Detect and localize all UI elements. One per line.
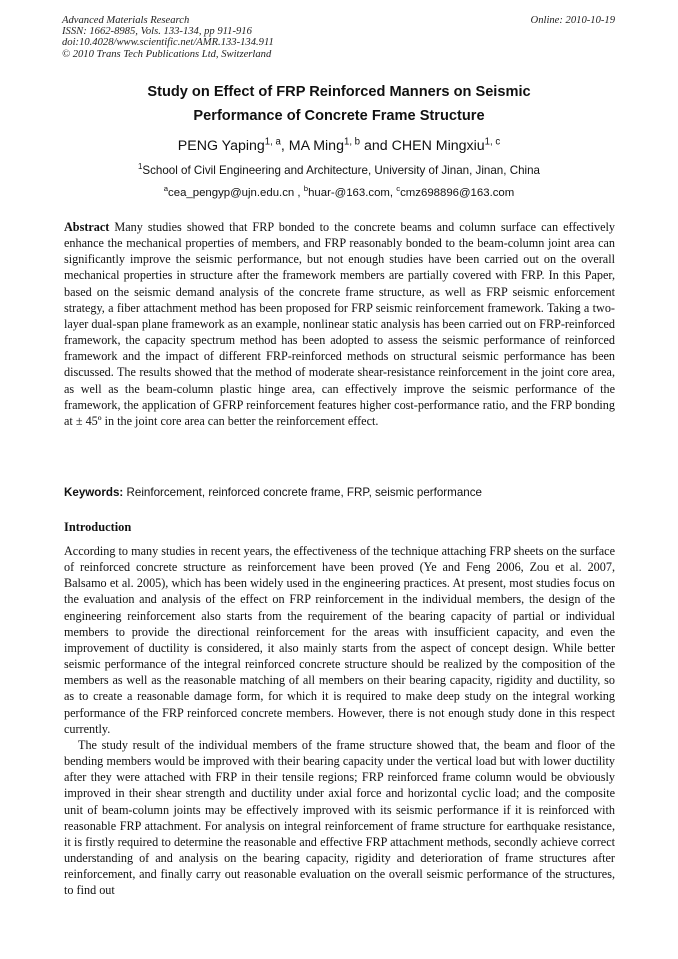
- abstract-text: Many studies showed that FRP bonded to the concrete beams and column surface can effectively enhance the mechanical properties of members, and FRP reasonably bonded to the beam-column joint area can significantly improve the seismic performance, but not enough studies have been carried out on the overall mechanical properties in structure after the framework members are partially covered with FRP. In this Paper, based on the seismic demand analysis of the concrete frame structure, as well as FRP seismic enforcement strategy, a fiber attachment method has been proposed for FRP seismic reinforcement framework. Taking a two-layer dual-span plane framework as an example, nonlinear static analysis has been carried out on FRP-reinforced framework, the capacity spectrum method has been adopted to assess the seismic performance of reinforced framework and the impact of different FRP-reinforced methods on structural seismic performance has been discussed. The results showed that the method of moderate shear-resistance reinforcement in the joint core area, as well as the beam-column plastic hinge area, can effectively improve the seismic performance of the framework, the application of GFRP reinforcement features higher cost-performance ratio, and the FRP bonding at ± 45º in the joint core area can better the reinforcement effect.: [64, 220, 615, 428]
- author-1-marker: 1, a: [264, 136, 281, 148]
- introduction-paragraph-1: According to many studies in recent years, the effectiveness of the technique attaching FRP sheets on the surface of reinforced concrete structure as reinforcement have been proved (Ye and Feng 2006, Zou et al. 2007, Balsamo et al. 2005), which has been widely used in the engineering practices. At present, most studies focus on the evaluation and analysis of the effect on FRP reinforcement in the individual members, the design of the engineering reinforcement also starts from the requirement of the bearing capacity of partial or individual members to provide the directional reinforcement for the areas with insufficient capacity, and even the improvement of ductility is considered, it also mainly starts from the aspect of concept design. While better seismic performance of the integral reinforced concrete structure should be realized by the composition of the members as well as the reasonable matching of all members on their bearing capacity, rigidity and ductility, so as to create a reasonable damage form, for which it is required to make deep study on the integral working performance of the FRP reinforced concrete members. However, there is not enough study done in this respect currently.: [64, 544, 615, 736]
- email-c[interactable]: cmz698896@163.com: [400, 187, 515, 199]
- title-line-1: Study on Effect of FRP Reinforced Manners on Seismic: [147, 84, 531, 100]
- email-a-marker: a: [163, 184, 169, 194]
- introduction-paragraph-2: The study result of the individual members of the frame structure showed that, the beam and floor of the bending members would be improved with their bearing capacity under the vertical load but with lower ductility after they were attached with FRP in their tensile regions; FRP reinforced frame column would be obviously improved in their shear strength and ductility under axial force and horizontal cyclic load; and the composite unit of beam-column joints may be effectively improved with its seismic performance if it is reinforced with reasonable FRP attachment. For analysis on integral reinforcement of frame structure for earthquake resistance, it is firstly required to determine the reasonable and effective FRP attachment methods, secondly achieve correct understanding of and analysis on the bearing capacity, rigidity and deterioration of frame structures after reinforcement, and finally carry out reasonable evaluation on the overall seismic performance of the structures, to find out: [64, 738, 615, 898]
- abstract-label: Abstract: [64, 220, 110, 234]
- keywords-label: Keywords:: [64, 486, 124, 499]
- journal-header: [62, 15, 274, 60]
- section-heading-introduction: Introduction: [64, 520, 132, 534]
- copyright-line: © 2010 Trans Tech Publications Ltd, Switzerland: [62, 48, 272, 60]
- title-line-2: Performance of Concrete Frame Structure: [193, 108, 485, 124]
- keywords: [64, 486, 482, 499]
- author-1: PENG Yaping: [177, 138, 265, 154]
- author-3-marker: 1, c: [484, 136, 501, 148]
- affiliation: [40, 164, 638, 177]
- author-3: and CHEN Mingxiu: [360, 138, 485, 154]
- abstract: [64, 219, 615, 429]
- paper-title: [40, 80, 638, 128]
- author-2: , MA Ming: [280, 138, 344, 154]
- affiliation-marker: 1: [137, 162, 143, 172]
- author-emails: [40, 184, 638, 199]
- affiliation-text: School of Civil Engineering and Architecture, University of Jinan, Jinan, China: [142, 164, 540, 177]
- keywords-text: Reinforcement, reinforced concrete frame, FRP, seismic performance: [123, 486, 482, 499]
- journal-name: Advanced Materials Research: [62, 15, 190, 26]
- email-a[interactable]: cea_pengyp@ujn.edu.cn ,: [168, 187, 304, 199]
- email-b-marker: b: [303, 184, 309, 194]
- online-date: Online: 2010-10-19: [530, 15, 615, 26]
- email-c-marker: c: [396, 184, 401, 194]
- author-list: [40, 138, 638, 154]
- email-b[interactable]: huar-@163.com,: [308, 187, 397, 199]
- issn-line: ISSN: 1662-8985, Vols. 133-134, pp 911-916: [62, 26, 252, 38]
- doi-line: doi:10.4028/www.scientific.net/AMR.133-134.911: [62, 37, 274, 49]
- author-2-marker: 1, b: [343, 136, 361, 148]
